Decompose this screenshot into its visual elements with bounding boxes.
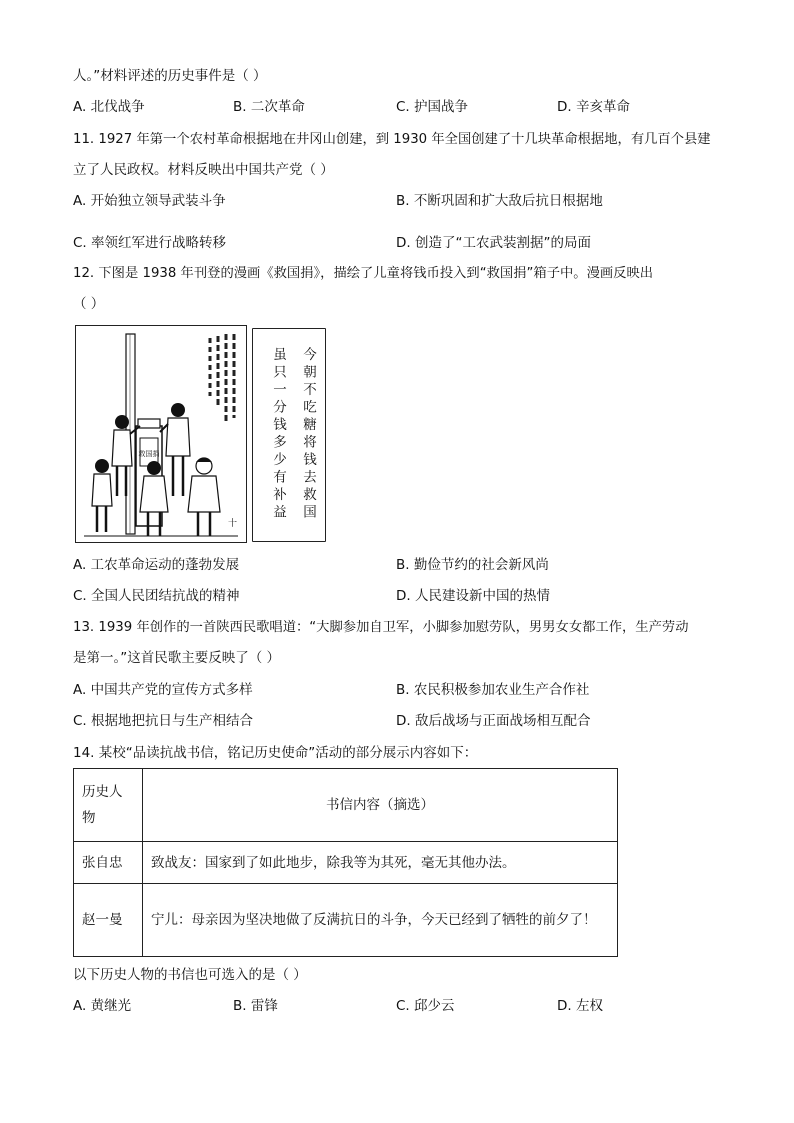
q10-stem-tail: 人。”材料评述的历史事件是（ ） bbox=[73, 68, 267, 84]
cartoon-caption-box bbox=[252, 328, 326, 542]
q14-option-a[interactable]: A. 黄继光 bbox=[73, 998, 132, 1014]
q13-option-d[interactable]: D. 敌后战场与正面战场相互配合 bbox=[396, 713, 591, 729]
q11-stem-line2: 立了人民政权。材料反映出中国共产党（ ） bbox=[73, 162, 334, 178]
row-person: 张自忠 bbox=[74, 842, 143, 884]
table-row bbox=[74, 842, 618, 884]
q10-option-c[interactable]: C. 护国战争 bbox=[396, 99, 469, 115]
row-content: 致战友：国家到了如此地步，除我等为其死，毫无其他办法。 bbox=[143, 842, 618, 884]
cartoon-image bbox=[75, 325, 247, 543]
table-row bbox=[74, 884, 618, 957]
q14-question: 以下历史人物的书信也可选入的是（ ） bbox=[73, 967, 307, 983]
header-content: 书信内容（摘选） bbox=[143, 769, 618, 842]
q11-option-c[interactable]: C. 率领红军进行战略转移 bbox=[73, 235, 227, 251]
q14-option-d[interactable]: D. 左权 bbox=[557, 998, 603, 1014]
box-label: 救国捐 bbox=[138, 450, 160, 458]
caption-col-2-text: 虽只一分钱多少有补益 bbox=[270, 347, 286, 522]
q12-option-d[interactable]: D. 人民建设新中国的热情 bbox=[396, 588, 550, 604]
q11-option-b[interactable]: B. 不断巩固和扩大敌后抗日根据地 bbox=[396, 193, 603, 209]
q14-stem: 14. 某校“品读抗战书信，铭记历史使命”活动的部分展示内容如下： bbox=[73, 745, 478, 761]
q12-option-c[interactable]: C. 全国人民团结抗战的精神 bbox=[73, 588, 240, 604]
q10-option-a[interactable]: A. 北伐战争 bbox=[73, 99, 145, 115]
q12-stem-line1: 12. 下图是 1938 年刊登的漫画《救国捐》，描绘了儿童将钱币投入到“救国捐”箱子中。漫画反映出 bbox=[73, 266, 654, 281]
q10-option-b[interactable]: B. 二次革命 bbox=[233, 99, 305, 115]
q14-option-b[interactable]: B. 雷锋 bbox=[233, 998, 278, 1014]
row-content: 宁儿：母亲因为坚决地做了反满抗日的斗争，今天已经到了牺牲的前夕了！ bbox=[143, 884, 618, 957]
q12-option-b[interactable]: B. 勤俭节约的社会新风尚 bbox=[396, 557, 549, 573]
q13-stem-line1: 13. 1939 年创作的一首陕西民歌唱道：“大脚参加自卫军，小脚参加慰劳队，男男女女都工作，生产劳动 bbox=[73, 620, 689, 635]
cartoon-drawing bbox=[76, 326, 246, 542]
q11-option-a[interactable]: A. 开始独立领导武装斗争 bbox=[73, 193, 226, 209]
letters-table bbox=[73, 768, 618, 957]
q11-stem-line1: 11. 1927 年第一个农村革命根据地在井冈山创建，到 1930 年全国创建了十几块革命根据地，有几百个县建 bbox=[73, 132, 711, 147]
q13-option-a[interactable]: A. 中国共产党的宣传方式多样 bbox=[73, 682, 253, 698]
header-person: 历史人物 bbox=[74, 769, 143, 842]
q13-option-c[interactable]: C. 根据地把抗日与生产相结合 bbox=[73, 713, 254, 729]
svg-text:十: 十 bbox=[228, 519, 238, 529]
q12-option-a[interactable]: A. 工农革命运动的蓬勃发展 bbox=[73, 557, 240, 573]
q12-stem-line2: （ ） bbox=[73, 296, 105, 312]
q13-stem-line2: 是第一。”这首民歌主要反映了（ ） bbox=[73, 650, 281, 666]
q13-option-b[interactable]: B. 农民积极参加农业生产合作社 bbox=[396, 682, 590, 698]
q10-option-d[interactable]: D. 辛亥革命 bbox=[557, 99, 630, 115]
q11-option-d[interactable]: D. 创造了“工农武装割据”的局面 bbox=[396, 235, 591, 251]
caption-col-1-text: 今朝不吃糖将钱去救国 bbox=[300, 347, 316, 522]
caption-col-2 bbox=[267, 347, 286, 522]
caption-col-1 bbox=[297, 347, 316, 522]
table-header-row bbox=[74, 769, 618, 842]
q14-option-c[interactable]: C. 邱少云 bbox=[396, 998, 455, 1014]
row-person: 赵一曼 bbox=[74, 884, 143, 957]
